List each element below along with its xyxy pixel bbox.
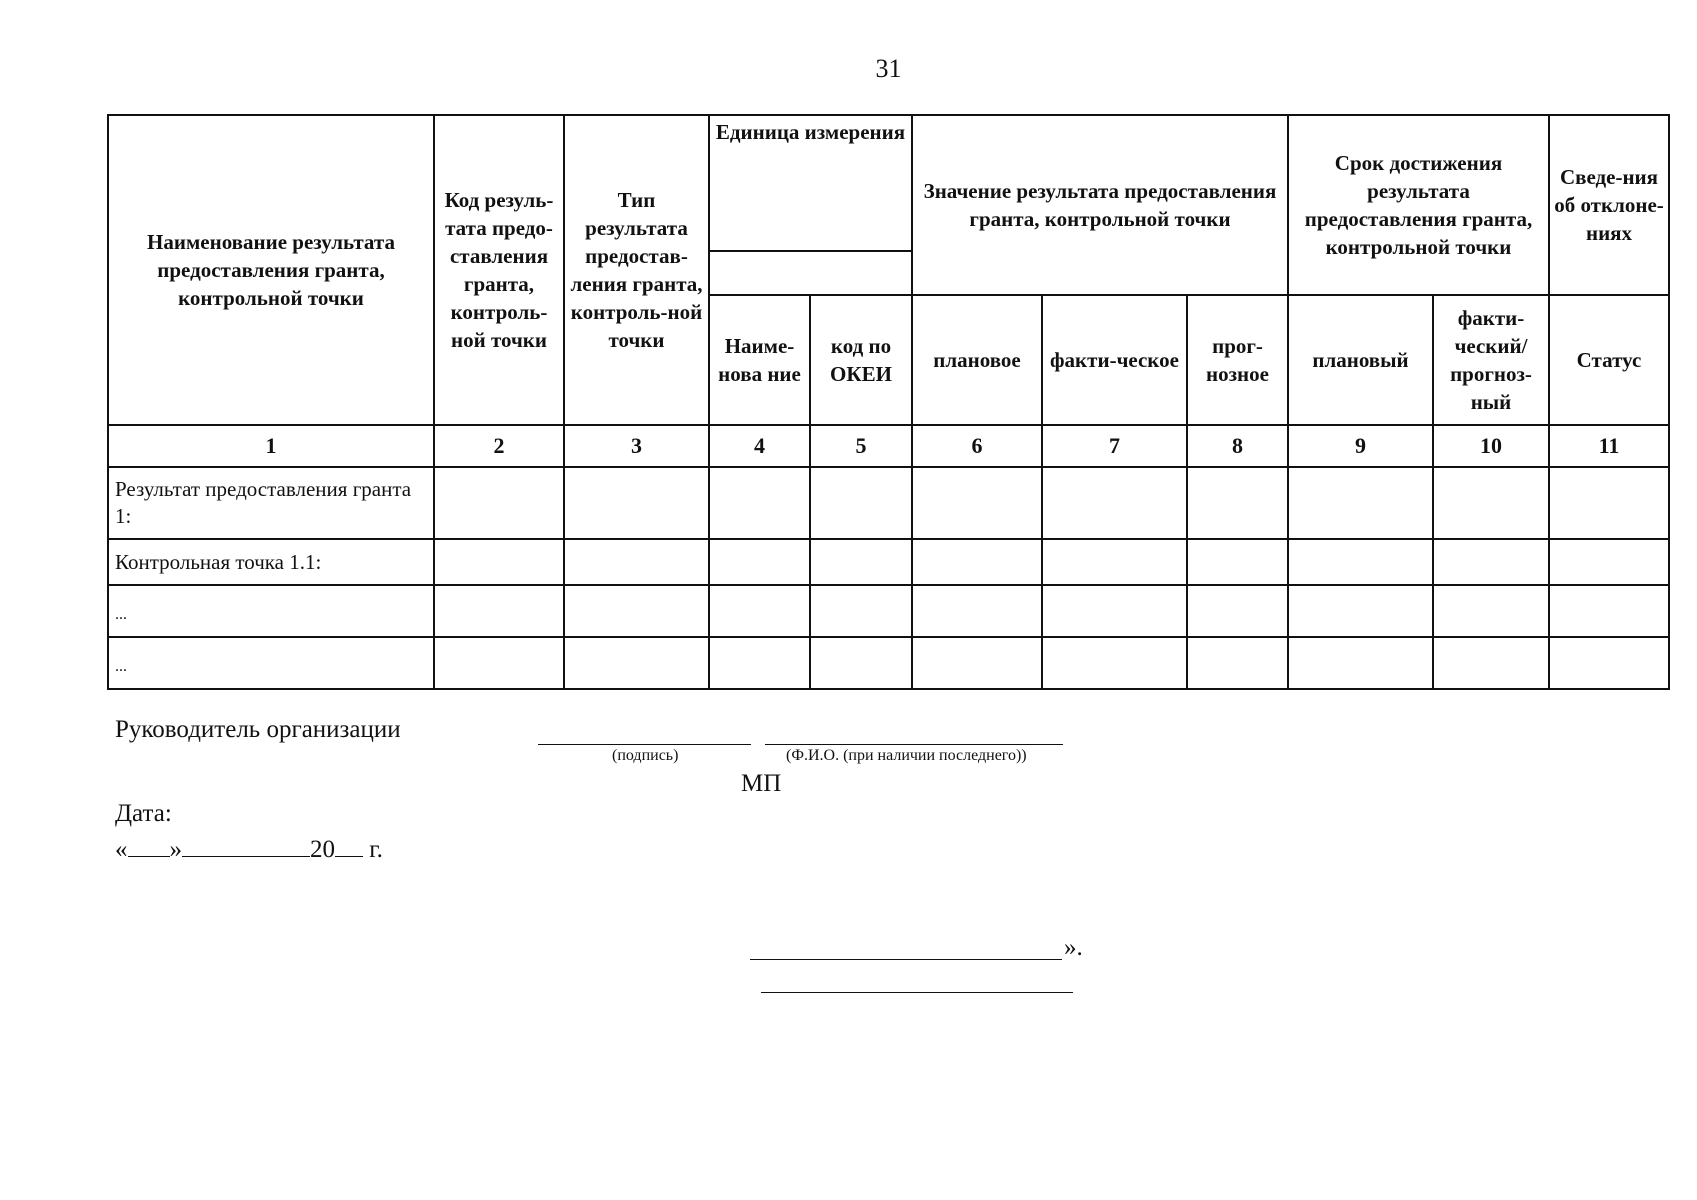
header-name: Наименование результата предоставления гранта, контрольной точки xyxy=(108,115,434,425)
column-number: 1 xyxy=(108,425,434,467)
table-cell[interactable] xyxy=(1549,539,1669,585)
column-number: 2 xyxy=(434,425,564,467)
table-cell[interactable] xyxy=(1042,637,1187,689)
header-unit-okei: код по ОКЕИ xyxy=(810,295,912,425)
header-term-fact: факти-ческий/ прогноз-ный xyxy=(1433,295,1549,425)
closing-line-top xyxy=(750,959,1062,960)
table-row xyxy=(108,539,1669,585)
header-term-plan: плановый xyxy=(1288,295,1433,425)
full-name-caption: (Ф.И.О. (при наличии последнего)) xyxy=(786,747,1027,764)
table-cell[interactable] xyxy=(709,467,810,539)
table-cell[interactable] xyxy=(434,637,564,689)
table-cell[interactable] xyxy=(912,585,1042,637)
table-cell[interactable] xyxy=(1433,539,1549,585)
date-year-suffix: г. xyxy=(369,836,383,863)
stamp-label: МП xyxy=(741,770,782,797)
header-value-plan: плановое xyxy=(912,295,1042,425)
table-cell[interactable] xyxy=(810,539,912,585)
table-row xyxy=(108,637,1669,689)
table-cell[interactable] xyxy=(1042,467,1187,539)
header-value-group: Значение результата предоставления гранта, контрольной точки xyxy=(912,115,1288,295)
table-cell[interactable] xyxy=(564,585,709,637)
table-cell[interactable] xyxy=(1288,467,1433,539)
table-cell[interactable] xyxy=(709,637,810,689)
column-number: 9 xyxy=(1288,425,1433,467)
table-cell[interactable] xyxy=(434,585,564,637)
table-cell[interactable] xyxy=(1187,637,1288,689)
header-value-forecast: прог-нозное xyxy=(1187,295,1288,425)
table-cell[interactable] xyxy=(709,585,810,637)
header-unit-group: Единица измерения xyxy=(709,115,912,251)
header-deviation-status: Статус xyxy=(1549,295,1669,425)
table-cell[interactable] xyxy=(912,637,1042,689)
column-number: 3 xyxy=(564,425,709,467)
table-cell[interactable] xyxy=(434,467,564,539)
table-row xyxy=(108,585,1669,637)
date-close-quote: » xyxy=(169,836,182,863)
row-label: Результат предоставления гранта 1: xyxy=(108,467,434,539)
closing-quote-mark: ». xyxy=(1064,934,1083,961)
table-cell[interactable] xyxy=(912,467,1042,539)
date-year-blank[interactable] xyxy=(335,836,363,857)
column-number: 6 xyxy=(912,425,1042,467)
signature-line[interactable] xyxy=(538,744,751,745)
results-table xyxy=(107,114,1670,690)
head-of-organization-label: Руководитель организации xyxy=(115,716,401,743)
column-number: 5 xyxy=(810,425,912,467)
table-cell[interactable] xyxy=(1288,585,1433,637)
table-cell[interactable] xyxy=(1433,467,1549,539)
column-number: 8 xyxy=(1187,425,1288,467)
column-number-row xyxy=(108,425,1669,467)
table-cell[interactable] xyxy=(1187,467,1288,539)
table-cell[interactable] xyxy=(1042,585,1187,637)
table-cell[interactable] xyxy=(1187,585,1288,637)
column-number: 4 xyxy=(709,425,810,467)
full-name-line[interactable] xyxy=(765,744,1063,745)
table-cell[interactable] xyxy=(1187,539,1288,585)
header-unit-name: Наиме-нова ние xyxy=(709,295,810,425)
column-number: 10 xyxy=(1433,425,1549,467)
date-label: Дата: xyxy=(115,800,172,827)
table-cell[interactable] xyxy=(810,637,912,689)
table-cell[interactable] xyxy=(434,539,564,585)
table-row xyxy=(108,467,1669,539)
table-cell[interactable] xyxy=(1549,585,1669,637)
table-cell[interactable] xyxy=(1288,539,1433,585)
date-year-prefix: 20 xyxy=(310,836,335,863)
table-cell[interactable] xyxy=(1042,539,1187,585)
table-cell[interactable] xyxy=(810,585,912,637)
column-number: 11 xyxy=(1549,425,1669,467)
header-value-fact: факти-ческое xyxy=(1042,295,1187,425)
table-cell[interactable] xyxy=(564,539,709,585)
table-cell[interactable] xyxy=(564,637,709,689)
row-label: ... xyxy=(108,637,434,689)
column-number: 7 xyxy=(1042,425,1187,467)
row-label: ... xyxy=(108,585,434,637)
date-field xyxy=(115,836,383,864)
date-open-quote: « xyxy=(115,836,128,863)
closing-line-bottom xyxy=(761,992,1073,993)
signature-caption: (подпись) xyxy=(612,747,679,764)
page-number: 31 xyxy=(875,54,902,83)
date-day-blank[interactable] xyxy=(128,836,170,857)
row-label: Контрольная точка 1.1: xyxy=(108,539,434,585)
table-cell[interactable] xyxy=(810,467,912,539)
table-cell[interactable] xyxy=(1433,585,1549,637)
header-term-group: Срок достижения результата предоставления гранта, контрольной точки xyxy=(1288,115,1549,295)
header-type: Тип результата предостав-ления гранта, контроль-ной точки xyxy=(564,115,709,425)
table-cell[interactable] xyxy=(912,539,1042,585)
header-code: Код резуль-тата предо-ставления гранта, контроль-ной точки xyxy=(434,115,564,425)
date-month-blank[interactable] xyxy=(182,836,310,857)
table-cell[interactable] xyxy=(1549,637,1669,689)
table-cell[interactable] xyxy=(1433,637,1549,689)
header-deviation-group: Сведе-ния об отклоне-ниях xyxy=(1549,115,1669,295)
table-cell[interactable] xyxy=(1288,637,1433,689)
table-cell[interactable] xyxy=(709,539,810,585)
table-cell[interactable] xyxy=(564,467,709,539)
table-cell[interactable] xyxy=(1549,467,1669,539)
